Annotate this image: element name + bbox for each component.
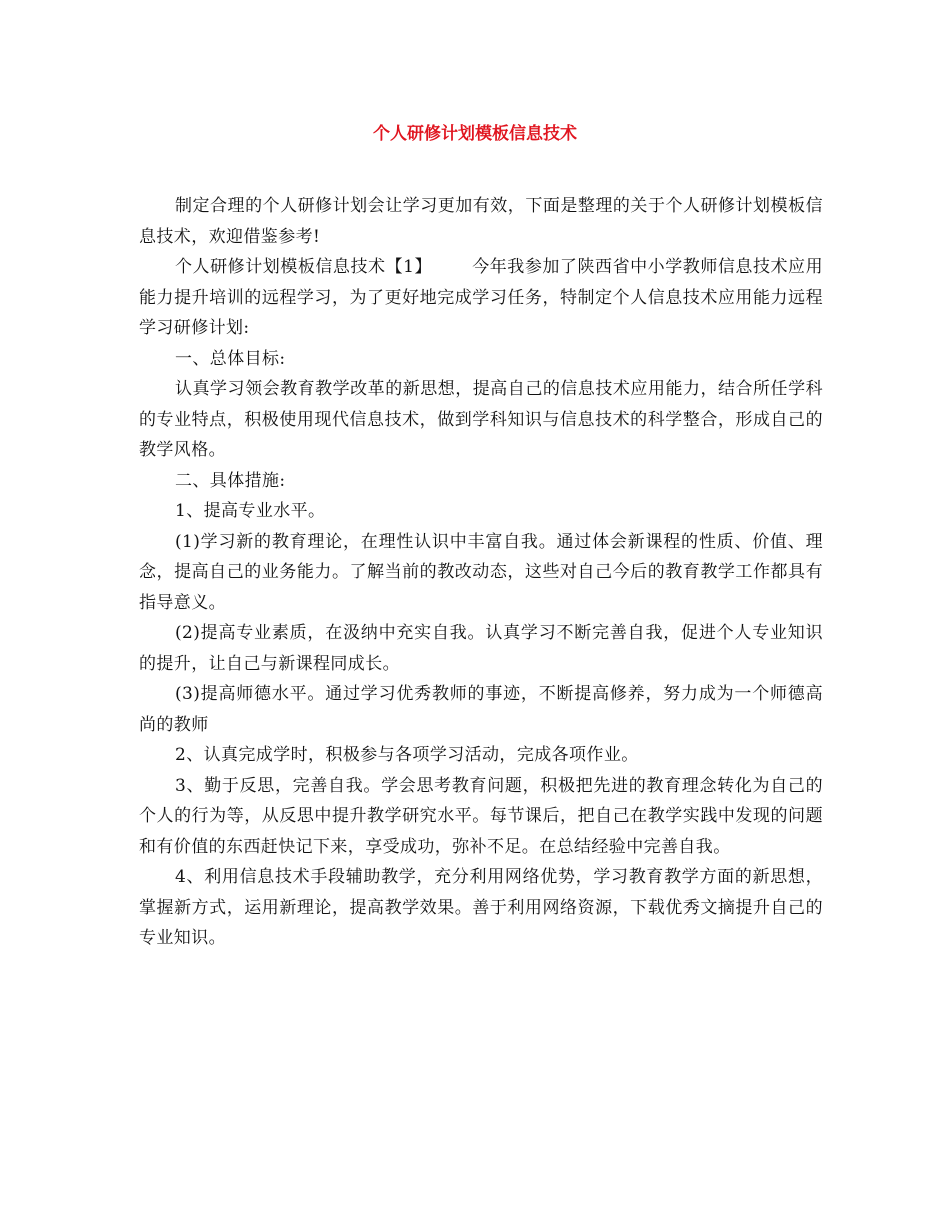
- document-title: 个人研修计划模板信息技术: [373, 124, 577, 144]
- paragraph-measure-4: 4、利用信息技术手段辅助教学，充分利用网络优势，学习教育教学方面的新思想，掌握新方式，运用新理论，提高教学效果。善于利用网络资源，下载优秀文摘提升自己的专业知识。: [139, 867, 823, 948]
- paragraph-measure-1-2: (2)提高专业素质，在汲纳中充实自我。认真学习不断完善自我，促进个人专业知识的提升，让自己与新课程同成长。: [139, 623, 823, 674]
- paragraph-measure-2: 2、认真完成学时，积极参与各项学习活动，完成各项作业。: [175, 745, 639, 765]
- paragraph-goal-text: 认真学习领会教育教学改革的新思想，提高自己的信息技术应用能力，结合所任学科的专业特点，积极使用现代信息技术，做到学科知识与信息技术的科学整合，形成自己的教学风格。: [139, 379, 823, 460]
- paragraph-goal-heading: 一、总体目标:: [175, 348, 286, 369]
- paragraph-measure-3: 3、勤于反思，完善自我。学会思考教育问题，积极把先进的教育理念转化为自己的个人的行为等，从反思中提升教学研究水平。每节课后，把自己在教学实践中发现的问题和有价值的东西赶快记下来，享受成功，弥补不足。在总结经验中完善自我。: [139, 775, 823, 857]
- document-body: [139, 191, 823, 954]
- paragraph-section-heading: [139, 252, 823, 344]
- paragraph-measure-1-1: (1)学习新的教育理论，在理性认识中丰富自我。通过体会新课程的性质、价值、理念，提高自己的业务能力。了解当前的教改动态，这些对自己今后的教育教学工作都具有指导意义。: [139, 531, 823, 613]
- paragraph-measures-heading: 二、具体措施:: [175, 470, 286, 491]
- section-intro-text: 今年我参加了陕西省中小学教师信息技术应用能力提升培训的远程学习，为了更好地完成学习任务，特制定个人信息技术应用能力远程学习研修计划:: [139, 257, 824, 338]
- paragraph-measure-1-3: (3)提高师德水平。通过学习优秀教师的事迹，不断提高修养，努力成为一个师德高尚的教师: [139, 684, 823, 735]
- section-title: 个人研修计划模板信息技术【1】: [175, 257, 433, 277]
- paragraph-intro: 制定合理的个人研修计划会让学习更加有效，下面是整理的关于个人研修计划模板信息技术，欢迎借鉴参考!: [139, 196, 823, 247]
- paragraph-measure-1: 1、提高专业水平。: [175, 501, 326, 521]
